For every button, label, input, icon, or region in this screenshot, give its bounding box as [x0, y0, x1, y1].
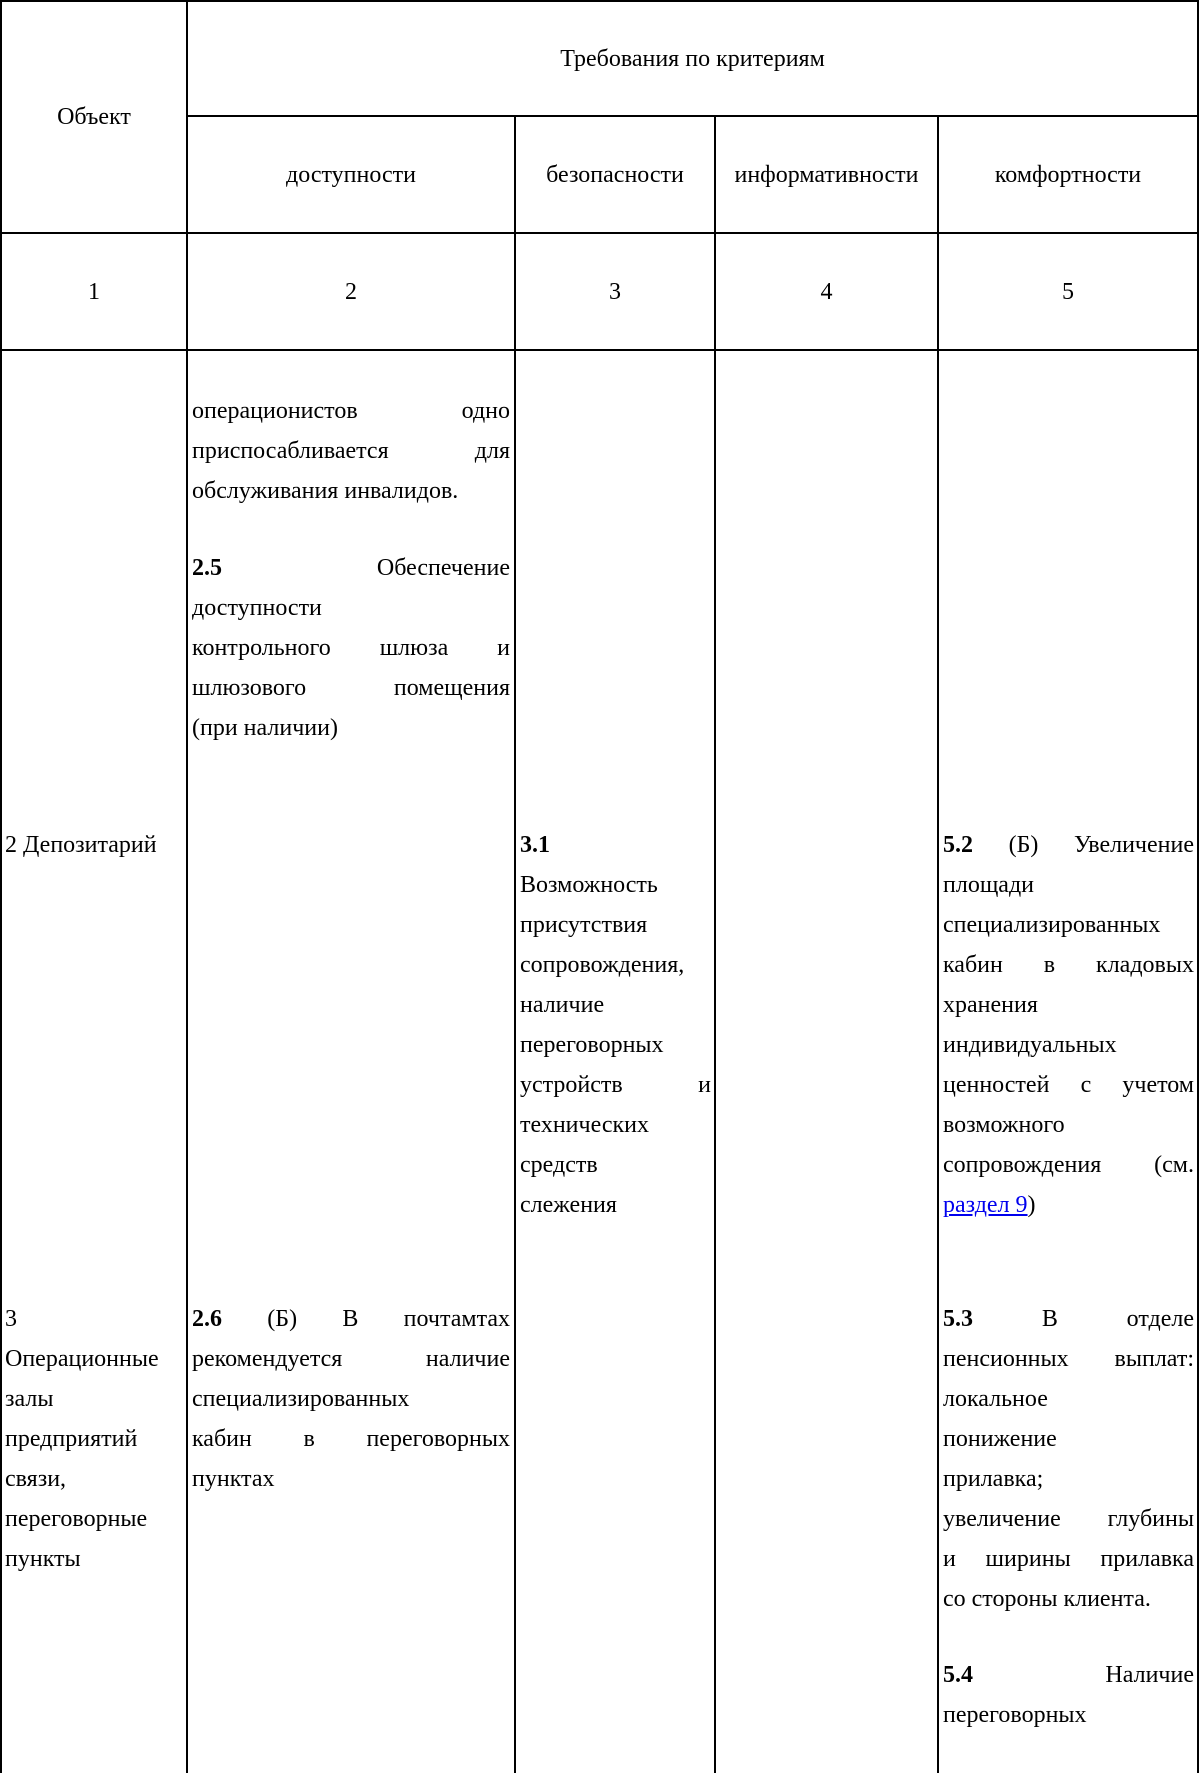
text-line: шлюзового помещения [192, 675, 510, 701]
object-operational-halls [5, 1299, 185, 1579]
header-safety: безопасности [546, 161, 684, 188]
text-line: связи, [5, 1466, 67, 1492]
item-number: 5.2 [943, 832, 973, 858]
table-border-numbers-bottom [0, 349, 1199, 351]
text-line: пункты [5, 1546, 81, 1572]
item-5-3 [943, 1299, 1194, 1619]
text-line: индивидуальных [943, 1032, 1117, 1058]
text-line: 2.6 (Б) В почтамтах [192, 1306, 511, 1332]
text-line: слежения [520, 1192, 617, 1218]
text-line: пунктах [192, 1466, 275, 1492]
table-border-col4 [937, 116, 939, 1773]
text-line: кабин в переговорных [192, 1426, 510, 1452]
item-3-1 [520, 825, 711, 1225]
column-number-3: 3 [609, 278, 621, 305]
section-9-link[interactable]: раздел 9 [943, 1192, 1028, 1218]
text-line: специализированных [943, 912, 1161, 938]
text-line: пенсионных выплат: [943, 1346, 1194, 1372]
text-line: наличие [520, 992, 605, 1018]
text-line: присутствия [520, 912, 648, 938]
text-line: 5.4 Наличие [943, 1662, 1194, 1688]
header-object: Объект [57, 104, 131, 130]
header-requirements: Требования по критериям [560, 45, 825, 72]
item-number: 5.3 [943, 1306, 973, 1332]
text-line: 5.3 В отделе [943, 1306, 1195, 1332]
text-line: и ширины прилавка [943, 1546, 1194, 1572]
text-line: увеличение глубины [943, 1506, 1194, 1532]
text-line: контрольного шлюза и [192, 635, 510, 661]
text-line: залы [5, 1386, 54, 1412]
text-line [520, 825, 711, 865]
text-line: операционистов одно [192, 398, 510, 424]
text-line: сопровождения, [520, 952, 685, 978]
item-2-6 [192, 1299, 510, 1499]
text-line: 2 Депозитарий [5, 832, 157, 858]
text-line: раздел 9) [943, 1192, 1036, 1218]
text-line: кабин в кладовых [943, 952, 1194, 978]
table-border-col2 [514, 116, 516, 1773]
text-line: понижение [943, 1426, 1057, 1452]
text-line: переговорные [5, 1506, 148, 1532]
column-number-4: 4 [820, 278, 833, 305]
table-border-col3 [714, 116, 716, 1773]
column-number-1: 1 [88, 278, 100, 305]
text-line: сопровождения (см. [943, 1152, 1194, 1178]
text-line: ценностей с учетом [943, 1072, 1194, 1098]
text-line: (при наличии) [192, 715, 338, 741]
column-number-5: 5 [1062, 278, 1074, 305]
text-line: локальное [943, 1386, 1048, 1412]
text-line: возможного [943, 1112, 1065, 1138]
text-line: рекомендуется наличие [192, 1346, 510, 1372]
text-line: специализированных [192, 1386, 410, 1412]
text-line: обслуживания инвалидов. [192, 478, 459, 504]
text-line: со стороны клиента. [943, 1586, 1151, 1612]
header-comfort: комфортности [994, 161, 1142, 188]
item-5-4 [943, 1655, 1194, 1735]
text-line: хранения [943, 992, 1038, 1018]
text-line: предприятий [5, 1426, 138, 1452]
text-line: 2.5 Обеспечение [192, 555, 510, 581]
item-number: 3.1 [520, 832, 550, 858]
header-informativeness: информативности [734, 161, 919, 188]
item-2-5 [192, 548, 510, 748]
text-line: 5.2 (Б) Увеличение [943, 832, 1194, 858]
accessibility-continuation [192, 391, 510, 511]
text-line: приспосабливается для [192, 438, 510, 464]
table-border-right [1197, 0, 1199, 1773]
text-line: Операционные [5, 1346, 159, 1372]
text-line: средств [520, 1152, 598, 1178]
item-number: 2.6 [192, 1306, 222, 1332]
item-number: 5.4 [943, 1662, 973, 1688]
text-line: технических [520, 1112, 649, 1138]
text-line: переговорных [520, 1032, 664, 1058]
text-line: 3 [5, 1306, 17, 1332]
text-line: прилавка; [943, 1466, 1044, 1492]
item-5-2 [943, 825, 1194, 1225]
text-line: доступности [192, 595, 322, 621]
item-number: 2.5 [192, 555, 222, 581]
text-line: переговорных [943, 1702, 1087, 1728]
text-line: Возможность [520, 872, 658, 898]
text-line: площади [943, 872, 1035, 898]
column-number-2: 2 [345, 278, 357, 305]
text-line: устройств и [520, 1072, 711, 1098]
header-accessibility: доступности [286, 161, 416, 188]
object-depository [5, 825, 185, 865]
